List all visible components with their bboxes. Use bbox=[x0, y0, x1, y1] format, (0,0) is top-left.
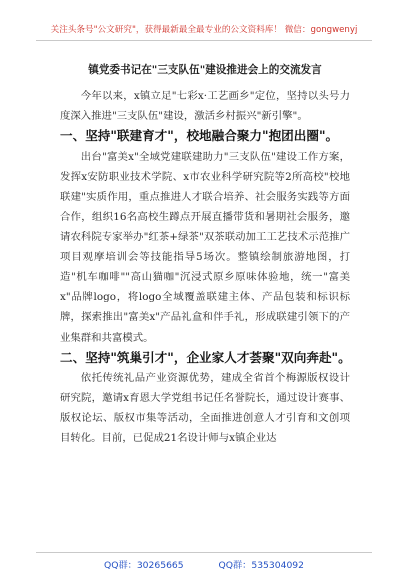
intro-paragraph: 今年以来，x镇立足"七彩x·工艺画乡"定位，坚持以头号力度深入推进"三支队伍"建设，激活乡村振兴"新引擎"。 bbox=[60, 90, 350, 123]
footer bbox=[0, 557, 408, 571]
section-heading-1: 一、坚持"联建育才"，校地融合聚力"抱团出圈"。 bbox=[60, 128, 339, 144]
section-paragraph-1: 出台"富美x"全域党建联建助力"三支队伍"建设工作方案，发挥x安防职业技术学院、x市农业科学研究院等2所高校"校地联建"实质作用，重点推进人才联合培养、社会服务实践等方面合作，组织16名高校生蹲点开展直播带货和暑期社会服务，邀请农科院专家举办"红茶+绿茶"双茶联动加工工艺技术示范推广项目观摩培训会等技能指导5场次。整镇绘制旅游地图，打造"机车咖啡""高山猫咖"沉浸式原乡原味体验地，统一"富美x"品牌logo，将logo全域覆盖联建主体、产品包装和标识标牌，探索推出"富美x"产品礼盒和伴手礼，形成联建引领下的产业集群和共富模式。 bbox=[60, 150, 350, 344]
footer-divider bbox=[36, 552, 372, 553]
footer-qq-group-2: QQ群：535304092 bbox=[218, 560, 304, 571]
document-title: 镇党委书记在"三支队伍"建设推进会上的交流发言 bbox=[88, 64, 322, 76]
section-heading-2: 二、坚持"筑巢引才"，企业家人才荟聚"双向奔赴"。 bbox=[60, 349, 351, 365]
footer-qq-group-1: QQ群：30265665 bbox=[104, 560, 184, 571]
header-divider bbox=[36, 40, 372, 41]
section-paragraph-2: 依托传统礼品产业资源优势，建成全省首个梅源版权设计研究院，邀请x育恩大学党组书记任名誉院长，通过设计赛事、版权论坛、版权市集等活动，全面推进创意人才引育和文创项目转化。目前，已促成21名设计师与x镇企业达 bbox=[60, 372, 350, 445]
header-banner: 关注头条号"公文研究"，获得最新最全最专业的公文资料库！ 微信：gongwenyj bbox=[50, 25, 358, 35]
document-body bbox=[60, 62, 350, 449]
